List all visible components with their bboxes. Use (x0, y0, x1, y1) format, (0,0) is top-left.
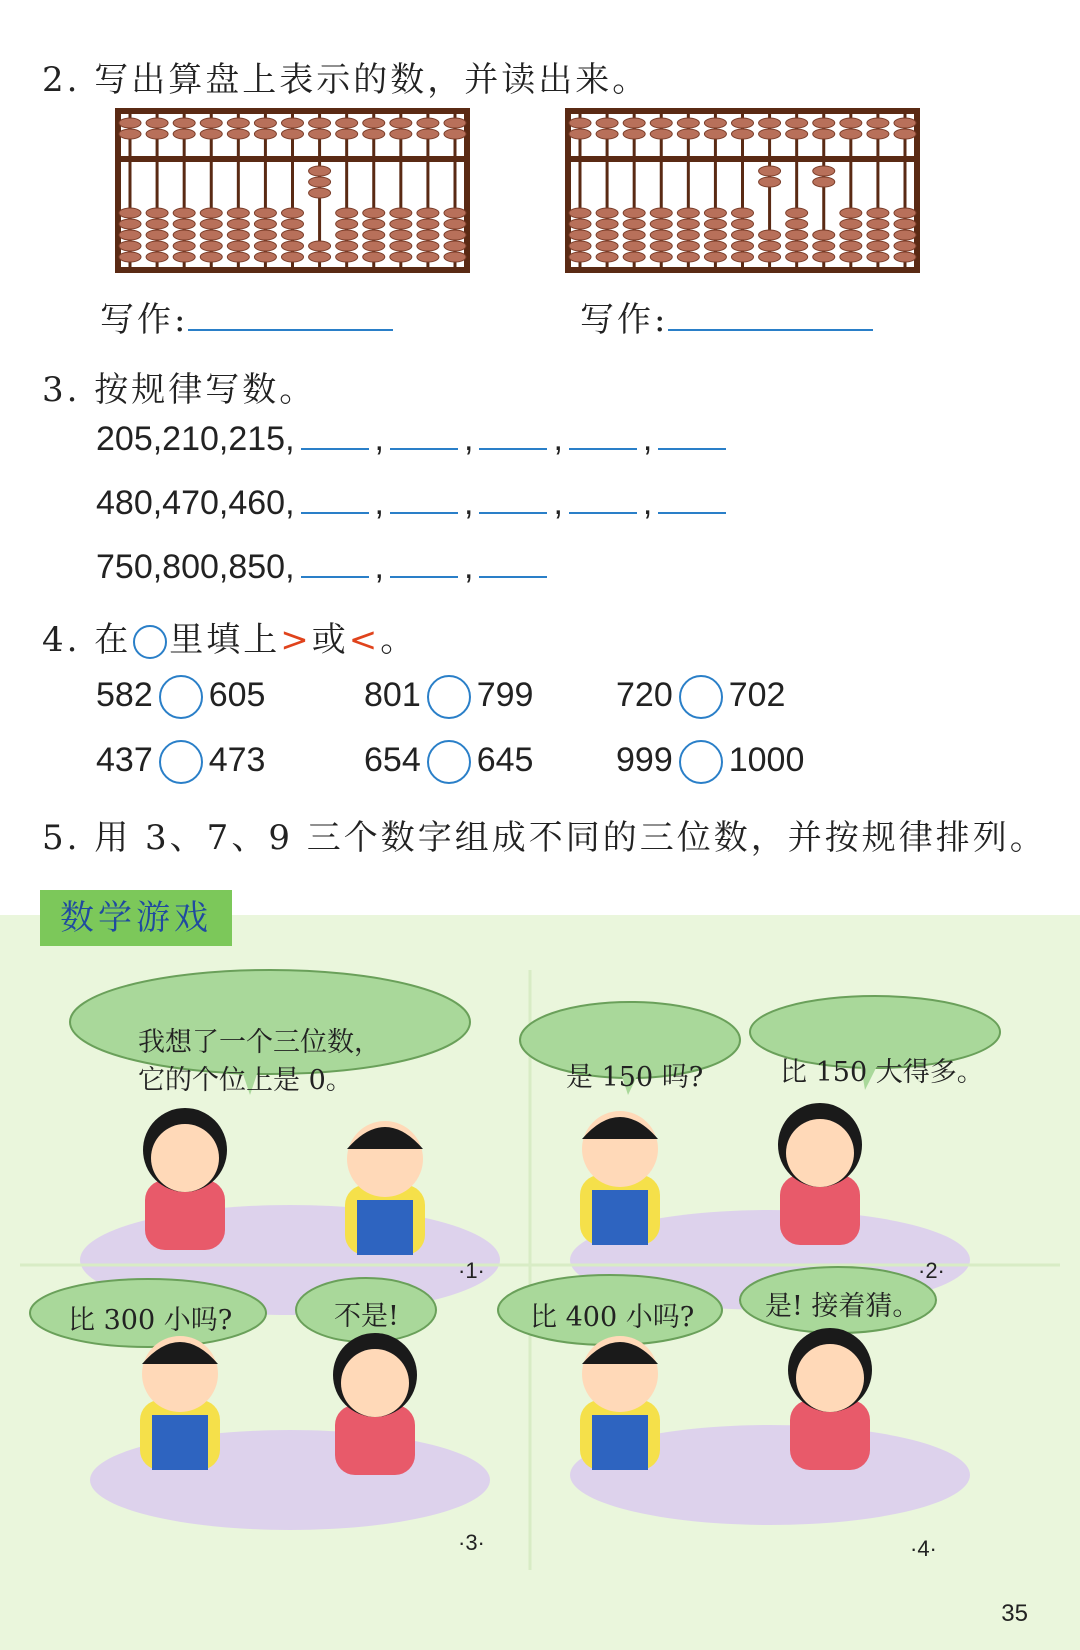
sequence-blank[interactable] (479, 448, 547, 450)
sequence-blank[interactable] (301, 512, 369, 514)
comparison-item (616, 675, 785, 719)
sequence-blank[interactable] (658, 512, 726, 514)
compare-circle[interactable] (159, 675, 203, 719)
comma: , (642, 484, 653, 522)
bubble-1-line2: 它的个位上是 0。 (138, 1065, 353, 1096)
comparison-item (96, 675, 265, 719)
answer-blank-left[interactable] (188, 329, 393, 331)
left-number: 801 (364, 675, 421, 714)
answer-blank-right[interactable] (668, 329, 873, 331)
q4-title: 4. 在 里填上>或<。 (42, 620, 418, 660)
sequence-blank[interactable] (390, 448, 458, 450)
sequence-blank[interactable] (658, 448, 726, 450)
compare-circle[interactable] (427, 740, 471, 784)
boy-figure-4 (580, 1336, 660, 1470)
right-number: 702 (728, 675, 786, 714)
q5-title: 5. 用 3、7、9 三个数字组成不同的三位数，并按规律排列。 (42, 818, 1047, 858)
panel-number-3: ·3· (458, 1530, 485, 1555)
sequence-given: 750,800,850, (96, 548, 295, 586)
comma: , (374, 548, 384, 586)
sequence-blank[interactable] (569, 448, 637, 450)
q3-title: 3. 按规律写数。 (42, 370, 317, 410)
girl-figure-4 (788, 1328, 872, 1470)
sequence-blank[interactable] (479, 576, 547, 578)
left-number: 437 (96, 740, 153, 779)
abacus-right (565, 108, 920, 273)
left-number: 582 (96, 675, 153, 714)
compare-circle[interactable] (159, 740, 203, 784)
comparison-item (96, 740, 265, 784)
page-number: 35 (1001, 1600, 1028, 1627)
abacus-left (115, 108, 470, 273)
right-number: 799 (476, 675, 534, 714)
bubble-2: 是 150 吗? (566, 1062, 704, 1093)
sequence-row (96, 420, 732, 484)
girl-figure-3 (333, 1333, 417, 1475)
sequence-row (96, 484, 732, 548)
left-number: 654 (364, 740, 421, 779)
right-number: 1000 (728, 740, 805, 779)
compare-circle[interactable] (679, 740, 723, 784)
q2-title: 2. 写出算盘上表示的数，并读出来。 (42, 60, 650, 100)
girl-figure-2 (778, 1103, 862, 1245)
panel-number-4: ·4· (910, 1536, 937, 1561)
q4-comparisons (96, 675, 896, 805)
comma: , (374, 420, 384, 458)
comma: , (642, 420, 653, 458)
right-number: 605 (208, 675, 266, 714)
comma: , (553, 420, 563, 458)
comma: , (463, 548, 474, 586)
bubble-5: 不是! (334, 1301, 399, 1332)
left-number: 999 (616, 740, 673, 779)
sequence-blank[interactable] (479, 512, 547, 514)
left-number: 720 (616, 675, 673, 714)
boy-figure-1 (345, 1121, 425, 1255)
bubble-6: 比 400 小吗? (530, 1302, 695, 1333)
compare-circle[interactable] (427, 675, 471, 719)
panel-number-1: ·1· (458, 1258, 485, 1283)
write-label-right: 写作: (580, 292, 873, 341)
panel-number-2: ·2· (918, 1258, 945, 1283)
sequence-blank[interactable] (390, 512, 458, 514)
comma: , (463, 420, 474, 458)
bubble-7: 是! 接着猜。 (765, 1291, 920, 1322)
sequence-blank[interactable] (301, 448, 369, 450)
comparison-item (364, 740, 533, 784)
sequence-blank[interactable] (301, 576, 369, 578)
girl-figure-1 (143, 1108, 227, 1250)
bubble-4: 比 300 小吗? (68, 1305, 233, 1336)
comparison-item (364, 675, 533, 719)
boy-figure-3 (140, 1336, 220, 1470)
comma: , (553, 484, 563, 522)
write-label-left: 写作: (100, 292, 393, 341)
compare-circle[interactable] (679, 675, 723, 719)
comma: , (463, 484, 474, 522)
right-number: 645 (476, 740, 534, 779)
comma: , (374, 484, 384, 522)
q3-sequence-rows (96, 420, 732, 612)
boy-figure-2 (580, 1111, 660, 1245)
right-number: 473 (208, 740, 266, 779)
sequence-given: 480,470,460, (96, 484, 295, 522)
math-game-title: 数学游戏 (40, 890, 232, 946)
comparison-item (616, 740, 804, 784)
circle-icon (133, 625, 167, 659)
sequence-blank[interactable] (390, 576, 458, 578)
bubble-3: 比 150 大得多。 (780, 1057, 984, 1088)
sequence-given: 205,210,215, (96, 420, 295, 458)
sequence-row (96, 548, 732, 612)
bubble-1-line1: 我想了一个三位数， (138, 1027, 381, 1058)
sequence-blank[interactable] (569, 512, 637, 514)
